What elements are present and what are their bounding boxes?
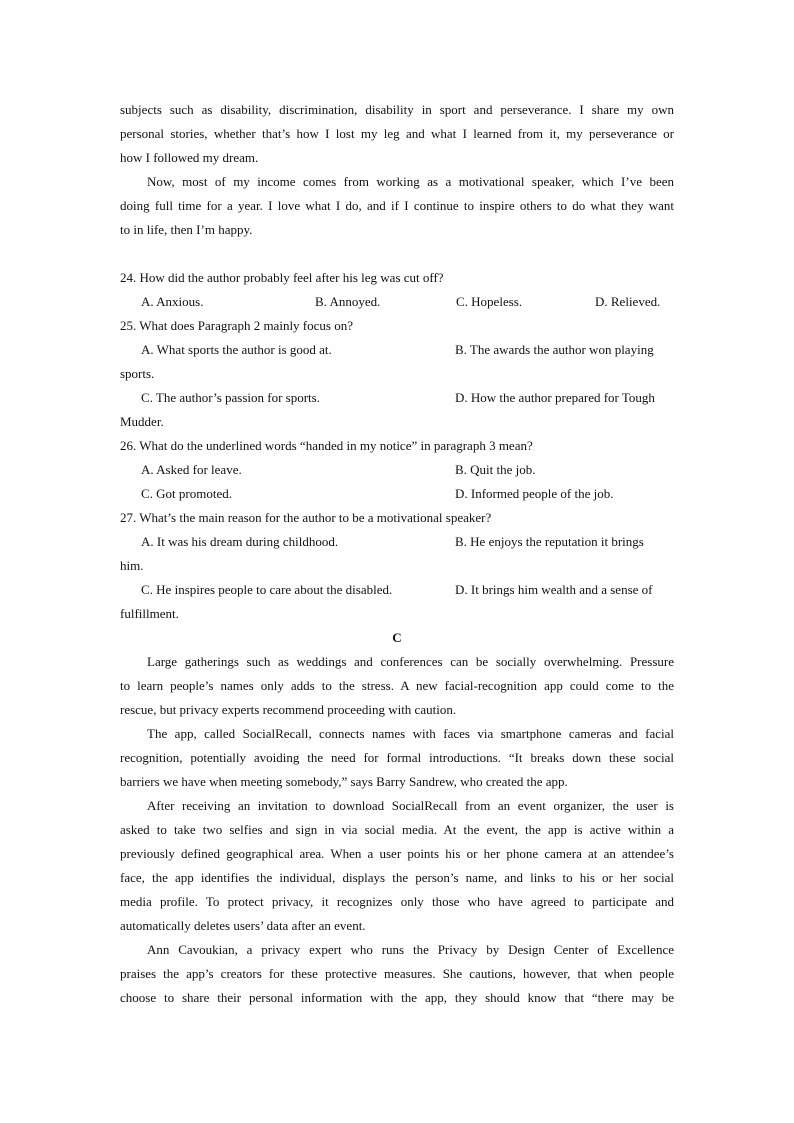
option-d: D. Informed people of the job. <box>455 486 614 501</box>
question-25-stem: 25. What does Paragraph 2 mainly focus on? <box>120 318 353 333</box>
option-b-continued: him. <box>120 558 144 573</box>
option-a: A. It was his dream during childhood. <box>141 534 339 549</box>
passage-line: doing full time for a year. I love what I do, and if I continue to inspire others to do what they want <box>120 198 674 213</box>
document-page <box>120 98 674 1010</box>
passage-line: media profile. To protect privacy, it recognizes only those who have agreed to participate and <box>120 894 674 909</box>
option-a: A. Anxious. <box>141 294 204 309</box>
question-27-options-row1 <box>120 530 674 554</box>
option-d: D. Relieved. <box>595 294 661 309</box>
question-24-stem: 24. How did the author probably feel after his leg was cut off? <box>120 270 444 285</box>
passage-line: The app, called SocialRecall, connects names with faces via smartphone cameras and facial <box>147 726 674 741</box>
option-b: B. He enjoys the reputation it brings <box>455 534 644 549</box>
passage-line: automatically deletes users’ data after an event. <box>120 918 366 933</box>
option-d: D. How the author prepared for Tough <box>455 390 655 405</box>
passage-line: choose to share their personal information with the app, they should know that “there may be <box>120 990 674 1005</box>
passage-line: recognition, potentially avoiding the need for formal introductions. “It breaks down these social <box>120 750 674 765</box>
question-25-options-row1 <box>120 338 674 362</box>
passage-line: Large gatherings such as weddings and conferences can be socially overwhelming. Pressure <box>147 654 674 669</box>
option-d-continued: Mudder. <box>120 414 164 429</box>
passage-line: rescue, but privacy experts recommend proceeding with caution. <box>120 702 457 717</box>
option-c: C. He inspires people to care about the disabled. <box>141 582 393 597</box>
question-25-options-row2 <box>120 386 674 410</box>
passage-line: how I followed my dream. <box>120 150 259 165</box>
option-a: A. Asked for leave. <box>141 462 242 477</box>
question-27-options-row2 <box>120 578 674 602</box>
passage-line: barriers we have when meeting somebody,” says Barry Sandrew, who created the app. <box>120 774 568 789</box>
passage-line: previously defined geographical area. When a user points his or her phone camera at an attendee’s <box>120 846 674 861</box>
passage-line: Now, most of my income comes from working as a motivational speaker, which I’ve been <box>147 174 674 189</box>
passage-line: After receiving an invitation to download SocialRecall from an event organizer, the user is <box>147 798 674 813</box>
passage-line: asked to take two selfies and sign in via social media. At the event, the app is active within a <box>120 822 674 837</box>
option-b-continued: sports. <box>120 366 155 381</box>
passage-line: Ann Cavoukian, a privacy expert who runs the Privacy by Design Center of Excellence <box>147 942 674 957</box>
passage-line: face, the app identifies the individual, displays the person’s name, and links to his or her social <box>120 870 674 885</box>
question-26-stem: 26. What do the underlined words “handed in my notice” in paragraph 3 mean? <box>120 438 533 453</box>
option-c: C. Hopeless. <box>456 294 523 309</box>
passage-line: subjects such as disability, discrimination, disability in sport and perseverance. I share my own <box>120 102 674 117</box>
option-c: C. Got promoted. <box>141 486 232 501</box>
option-b: B. The awards the author won playing <box>455 342 654 357</box>
question-24-options <box>120 290 674 314</box>
option-a: A. What sports the author is good at. <box>141 342 332 357</box>
passage-line: praises the app’s creators for these protective measures. She cautions, however, that when people <box>120 966 674 981</box>
question-26-options-row1 <box>120 458 674 482</box>
option-b: B. Quit the job. <box>455 462 536 477</box>
option-d: D. It brings him wealth and a sense of <box>455 582 653 597</box>
passage-line: to learn people’s names only adds to the stress. A new facial-recognition app could come to the <box>120 678 674 693</box>
passage-line: personal stories, whether that’s how I lost my leg and what I learned from it, my perseverance or <box>120 126 674 141</box>
question-27-stem: 27. What’s the main reason for the author to be a motivational speaker? <box>120 510 492 525</box>
passage-line: to in life, then I’m happy. <box>120 222 253 237</box>
option-d-continued: fulfillment. <box>120 606 179 621</box>
section-heading: C <box>392 630 402 645</box>
option-c: C. The author’s passion for sports. <box>141 390 320 405</box>
question-26-options-row2 <box>120 482 674 506</box>
option-b: B. Annoyed. <box>315 294 381 309</box>
